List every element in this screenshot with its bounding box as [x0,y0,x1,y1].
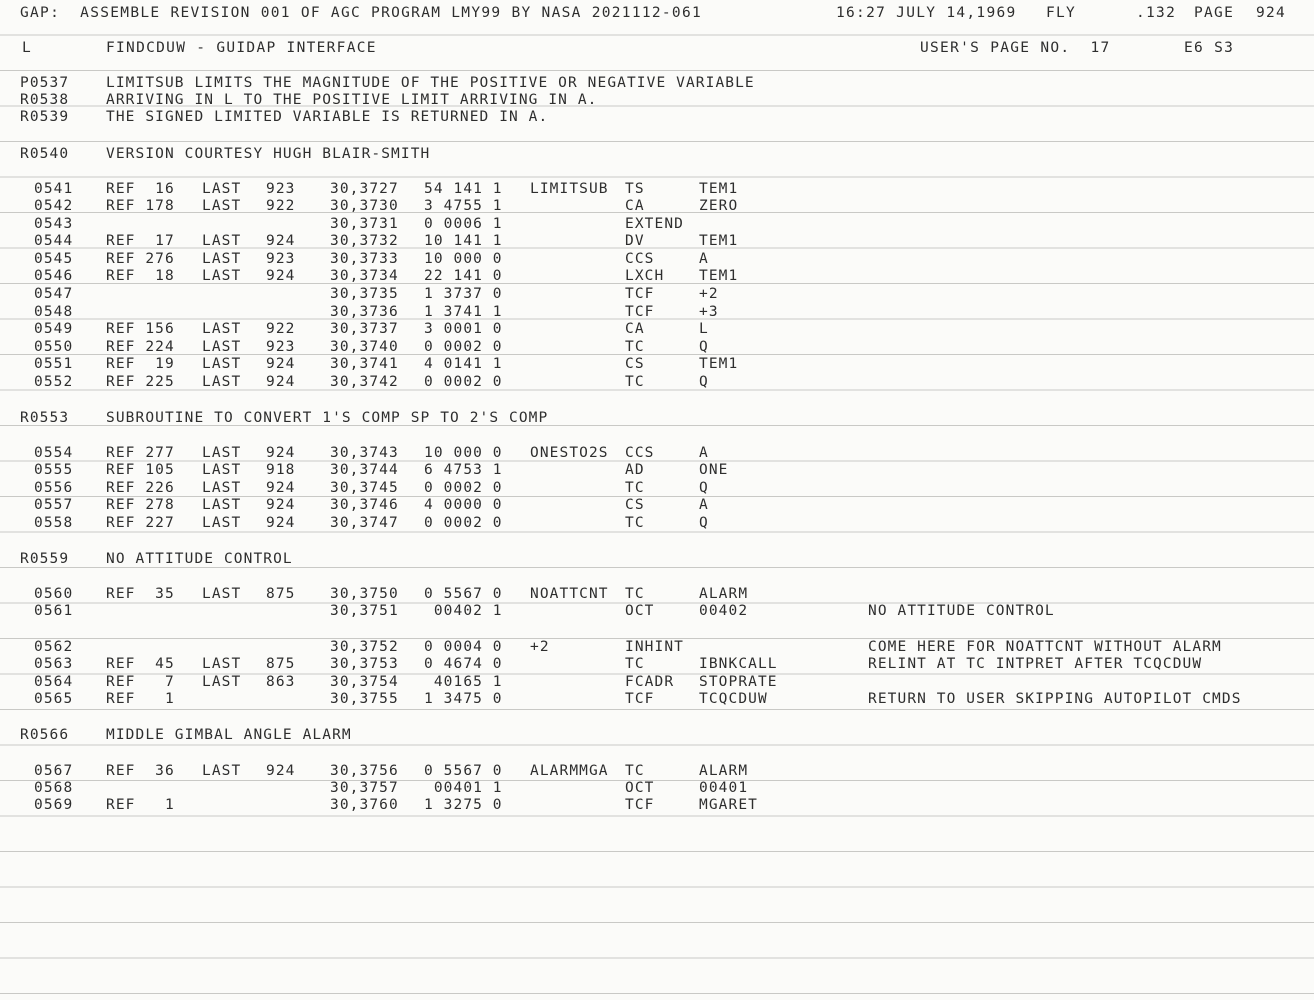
operand: ZERO [699,198,739,214]
line-number: 0541 [34,181,74,197]
last-page: 863 [266,674,296,690]
octal-word: 0 5567 0 [424,586,503,602]
opcode: TC [625,480,645,496]
ref-count: REF 1 [106,691,175,707]
last-page: 924 [266,268,296,284]
opcode: TC [625,586,645,602]
opcode: CCS [625,445,655,461]
remark-text: ARRIVING IN L TO THE POSITIVE LIMIT ARRIVING IN A. [106,92,598,108]
symbol-label: NOATTCNT [530,586,609,602]
last-label: LAST [202,374,242,390]
ref-count: REF 16 [106,181,175,197]
octal-word: 3 0001 0 [424,321,503,337]
header-code: .132 [1136,5,1177,21]
opcode: CS [625,356,645,372]
comment: RELINT AT TC INTPRET AFTER TCQCDUW [868,656,1203,672]
operand: +2 [699,286,719,302]
octal-word: 00402 1 [424,603,503,619]
subheader-flag: L [22,40,33,56]
ref-count: REF 226 [106,480,175,496]
memory-address: 30,3736 [330,304,399,320]
opcode: TC [625,339,645,355]
octal-word: 10 000 0 [424,445,503,461]
octal-word: 22 141 0 [424,268,503,284]
memory-address: 30,3752 [330,639,399,655]
line-number: 0551 [34,356,74,372]
last-label: LAST [202,233,242,249]
operand: TEM1 [699,268,739,284]
operand: STOPRATE [699,674,778,690]
opcode: OCT [625,603,655,619]
opcode: LXCH [625,268,665,284]
last-page: 923 [266,251,296,267]
last-label: LAST [202,674,242,690]
remark-text: THE SIGNED LIMITED VARIABLE IS RETURNED IN A. [106,109,549,125]
line-number: 0546 [34,268,74,284]
ref-count: REF 105 [106,462,175,478]
last-page: 875 [266,586,296,602]
operand: TEM1 [699,233,739,249]
opcode: CA [625,198,645,214]
line-number: 0554 [34,445,74,461]
ref-count: REF 276 [106,251,175,267]
remark-text: NO ATTITUDE CONTROL [106,551,293,567]
opcode: TS [625,181,645,197]
last-label: LAST [202,356,242,372]
octal-word: 0 4674 0 [424,656,503,672]
octal-word: 1 3741 1 [424,304,503,320]
last-label: LAST [202,586,242,602]
remark-text: LIMITSUB LIMITS THE MAGNITUDE OF THE POSITIVE OR NEGATIVE VARIABLE [106,75,755,91]
operand: TEM1 [699,181,739,197]
operand: Q [699,515,709,531]
symbol-label: ALARMMGA [530,763,609,779]
line-number: 0549 [34,321,74,337]
memory-address: 30,3751 [330,603,399,619]
ref-count: REF 224 [106,339,175,355]
line-number: R0559 [20,551,70,567]
memory-address: 30,3756 [330,763,399,779]
operand: A [699,445,709,461]
last-page: 924 [266,763,296,779]
line-number: 0547 [34,286,74,302]
operand: TCQCDUW [699,691,768,707]
line-number: 0555 [34,462,74,478]
line-number: P0537 [20,75,70,91]
memory-address: 30,3743 [330,445,399,461]
last-page: 924 [266,497,296,513]
page-header [0,4,1287,22]
remark-text: SUBROUTINE TO CONVERT 1'S COMP SP TO 2'S COMP [106,410,549,426]
octal-word: 10 141 1 [424,233,503,249]
opcode: TCF [625,304,655,320]
octal-word: 1 3275 0 [424,797,503,813]
ref-count: REF 1 [106,797,175,813]
memory-address: 30,3750 [330,586,399,602]
memory-address: 30,3746 [330,497,399,513]
opcode: CCS [625,251,655,267]
operand: +3 [699,304,719,320]
remark-text: VERSION COURTESY HUGH BLAIR-SMITH [106,146,431,162]
ref-count: REF 36 [106,763,175,779]
line-number: R0538 [20,92,70,108]
octal-word: 0 0006 1 [424,216,503,232]
line-number: 0545 [34,251,74,267]
operand: A [699,251,709,267]
header-title: GAP: ASSEMBLE REVISION 001 OF AGC PROGRAM LMY99 BY NASA 2021112-061 [20,5,703,21]
ref-count: REF 225 [106,374,175,390]
last-page: 924 [266,445,296,461]
octal-word: 0 0002 0 [424,480,503,496]
octal-word: 0 5567 0 [424,763,503,779]
ref-count: REF 278 [106,497,175,513]
last-page: 918 [266,462,296,478]
octal-word: 1 3475 0 [424,691,503,707]
subheader-tag: E6 S3 [1184,40,1235,56]
last-label: LAST [202,763,242,779]
ref-count: REF 17 [106,233,175,249]
line-number: 0542 [34,198,74,214]
operand: 00401 [699,780,749,796]
operand: Q [699,339,709,355]
memory-address: 30,3753 [330,656,399,672]
comment: RETURN TO USER SKIPPING AUTOPILOT CMDS [868,691,1242,707]
last-label: LAST [202,321,242,337]
octal-word: 4 0000 0 [424,497,503,513]
comment: COME HERE FOR NOATTCNT WITHOUT ALARM [868,639,1222,655]
last-label: LAST [202,268,242,284]
opcode: FCADR [625,674,675,690]
opcode: OCT [625,780,655,796]
last-label: LAST [202,480,242,496]
memory-address: 30,3740 [330,339,399,355]
last-label: LAST [202,339,242,355]
line-number: 0565 [34,691,74,707]
memory-address: 30,3737 [330,321,399,337]
opcode: CS [625,497,645,513]
octal-word: 54 141 1 [424,181,503,197]
octal-word: 00401 1 [424,780,503,796]
octal-word: 10 000 0 [424,251,503,267]
ref-count: REF 18 [106,268,175,284]
symbol-label: ONESTO2S [530,445,609,461]
line-number: 0557 [34,497,74,513]
subheader-users-page: USER'S PAGE NO. 17 [920,40,1111,56]
line-number: 0550 [34,339,74,355]
symbol-label: LIMITSUB [530,181,609,197]
last-page: 875 [266,656,296,672]
line-number: R0553 [20,410,70,426]
last-label: LAST [202,181,242,197]
line-number: 0543 [34,216,74,232]
last-page: 924 [266,480,296,496]
operand: Q [699,374,709,390]
memory-address: 30,3733 [330,251,399,267]
octal-word: 6 4753 1 [424,462,503,478]
subheader-title: FINDCDUW - GUIDAP INTERFACE [106,40,377,56]
operand: ONE [699,462,729,478]
octal-word: 3 4755 1 [424,198,503,214]
memory-address: 30,3760 [330,797,399,813]
octal-word: 40165 1 [424,674,503,690]
page-subheader [0,39,1235,57]
ref-count: REF 45 [106,656,175,672]
opcode: TC [625,656,645,672]
last-label: LAST [202,198,242,214]
octal-word: 0 0002 0 [424,374,503,390]
last-label: LAST [202,251,242,267]
comment: NO ATTITUDE CONTROL [868,603,1055,619]
last-page: 924 [266,356,296,372]
opcode: EXTEND [625,216,684,232]
octal-word: 4 0141 1 [424,356,503,372]
opcode: TC [625,763,645,779]
opcode: CA [625,321,645,337]
memory-address: 30,3730 [330,198,399,214]
operand: 00402 [699,603,749,619]
operand: Q [699,480,709,496]
memory-address: 30,3754 [330,674,399,690]
memory-address: 30,3744 [330,462,399,478]
octal-word: 0 0004 0 [424,639,503,655]
memory-address: 30,3727 [330,181,399,197]
operand: L [699,321,709,337]
line-number: 0568 [34,780,74,796]
line-number: 0562 [34,639,74,655]
line-number: 0567 [34,763,74,779]
octal-word: 0 0002 0 [424,339,503,355]
last-page: 924 [266,515,296,531]
memory-address: 30,3745 [330,480,399,496]
line-number: R0539 [20,109,70,125]
header-page-number: 924 [1256,5,1287,21]
opcode: TC [625,515,645,531]
opcode: DV [625,233,645,249]
last-page: 923 [266,181,296,197]
last-label: LAST [202,515,242,531]
last-label: LAST [202,445,242,461]
memory-address: 30,3735 [330,286,399,302]
remark-text: MIDDLE GIMBAL ANGLE ALARM [106,727,352,743]
memory-address: 30,3731 [330,216,399,232]
opcode: TC [625,374,645,390]
memory-address: 30,3747 [330,515,399,531]
operand: TEM1 [699,356,739,372]
memory-address: 30,3734 [330,268,399,284]
ref-count: REF 227 [106,515,175,531]
ref-count: REF 277 [106,445,175,461]
opcode: TCF [625,691,655,707]
line-number: 0561 [34,603,74,619]
last-label: LAST [202,656,242,672]
line-number: 0552 [34,374,74,390]
opcode: AD [625,462,645,478]
octal-word: 0 0002 0 [424,515,503,531]
line-number: R0566 [20,727,70,743]
last-page: 922 [266,321,296,337]
opcode: INHINT [625,639,684,655]
memory-address: 30,3755 [330,691,399,707]
memory-address: 30,3741 [330,356,399,372]
octal-word: 1 3737 0 [424,286,503,302]
ref-count: REF 19 [106,356,175,372]
operand: ALARM [699,586,749,602]
memory-address: 30,3742 [330,374,399,390]
line-number: 0548 [34,304,74,320]
last-page: 924 [266,233,296,249]
memory-address: 30,3732 [330,233,399,249]
header-datetime: 16:27 JULY 14,1969 [836,5,1017,21]
last-page: 924 [266,374,296,390]
line-number: 0544 [34,233,74,249]
symbol-label: +2 [530,639,550,655]
last-page: 923 [266,339,296,355]
line-number: 0560 [34,586,74,602]
line-number: 0563 [34,656,74,672]
ref-count: REF 178 [106,198,175,214]
last-label: LAST [202,462,242,478]
operand: IBNKCALL [699,656,778,672]
header-page-label: PAGE [1194,5,1235,21]
last-label: LAST [202,497,242,513]
ref-count: REF 156 [106,321,175,337]
last-page: 922 [266,198,296,214]
line-number: R0540 [20,146,70,162]
memory-address: 30,3757 [330,780,399,796]
opcode: TCF [625,286,655,302]
line-number: 0558 [34,515,74,531]
line-number: 0569 [34,797,74,813]
line-number: 0564 [34,674,74,690]
operand: MGARET [699,797,758,813]
header-mode: FLY [1046,5,1077,21]
ref-count: REF 7 [106,674,175,690]
operand: ALARM [699,763,749,779]
operand: A [699,497,709,513]
line-number: 0556 [34,480,74,496]
ref-count: REF 35 [106,586,175,602]
opcode: TCF [625,797,655,813]
